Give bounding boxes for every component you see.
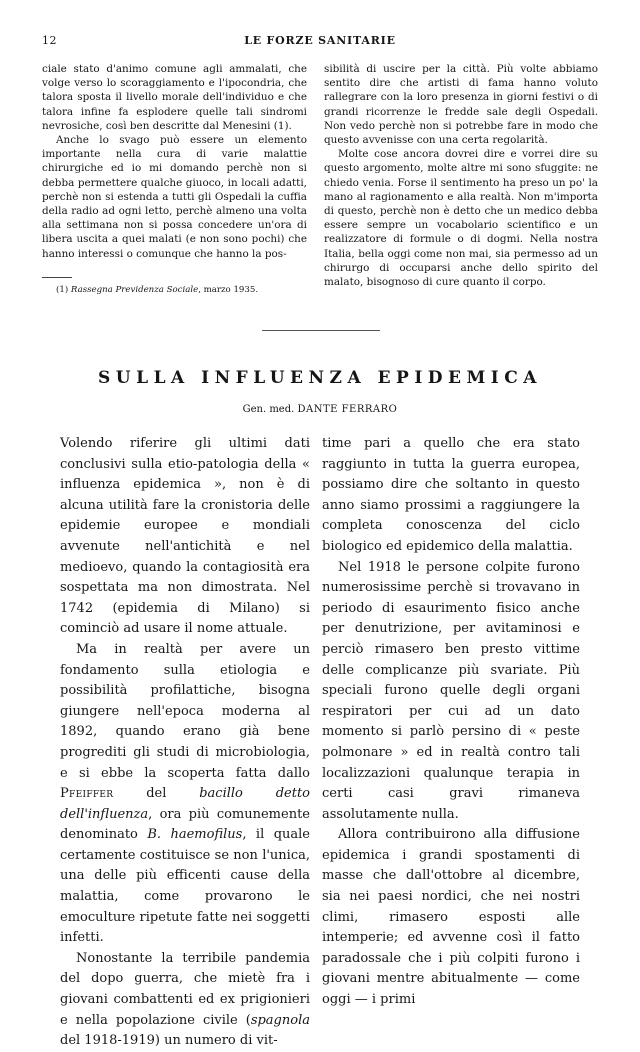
author-reference: Pfeiffer (60, 786, 114, 802)
running-header (42, 34, 598, 54)
paragraph: sibilità di uscire per la città. Più volte abbiamo sentito dire che artisti di fama hanno voluto rallegrare con la loro presenza in giorni festivi o di grandi ricorrenze le fredde sale degli Ospedali. Non vedo perchè non si potrebbe fare in modo che questo avvenisse con una certa regolarità. (324, 63, 598, 147)
footnote-marker: (1) (56, 284, 69, 295)
byline (0, 404, 640, 415)
page-number: 12 (42, 34, 57, 47)
italic-term: bacillo detto dell'influenza (60, 786, 311, 822)
italic-term: B. haemofilus (147, 827, 243, 843)
text-run: , il quale certamente costituisce se non l'unica, una delle più efficenti cause della malattia, come provarono le emoculture ripetute fatte nei soggetti infetti. (60, 827, 311, 946)
previous-article-left-column (42, 62, 307, 296)
article-right-column (322, 434, 580, 1011)
paragraph (60, 949, 310, 1052)
text-run: , ora più comunemente denominato (60, 806, 310, 843)
footnote-date: , marzo 1935. (198, 284, 259, 295)
paragraph: Allora contribuirono alla diffusione epidemica i grandi spostamenti di masse che dall'ottobre al dicembre, sia nei paesi nordici, che nei nostri climi, rimasero esposti alle intemperie; ed avvenne così il fatto paradossale che i più colpiti furono i giovani mentre abitualmente — come oggi — i primi (322, 827, 580, 1008)
paragraph: Volendo riferire gli ultimi dati conclusivi sulla etio-patologia della « influenza epidemica », non è di alcuna utilità fare la cronistoria delle epidemie europee e mondiali avvenute nell'antichità e nel medioevo, quando la contagiosità era sospettata ma non dimostrata. Nel 1742 (epidemia di Milano) si cominciò ad usare il nome attuale. (60, 436, 310, 637)
footnote-source: Rassegna Previdenza Sociale (70, 284, 199, 295)
text-run: del (113, 786, 200, 802)
article-title: SULLA INFLUENZA EPIDEMICA (98, 368, 542, 388)
footnote (42, 284, 307, 296)
paragraph: time pari a quello che era stato raggiunto in tutta la guerra europea, possiamo dire che soltanto in questo anno siamo prossimi a raggiungere la completa conoscenza del ciclo biologico ed epidemico della malattia. (322, 436, 580, 554)
text-run: Ma in realtà per avere un fondamento sulla etiologia e possibilità profilattiche, bisogna giungere nell'epoca moderna al 1892, quando erano già bene progrediti gli studi di microbiologia, e si ebbe la scoperta fatta dallo (60, 641, 310, 781)
text-run: del 1918-1919) un numero di vit- (60, 1033, 278, 1049)
paragraph: ciale stato d'animo comune agli ammalati, che volge verso lo scoraggiamento e l'ipocondria, che talora sposta il livello morale dell'individuo e che talora infine fa esplodere quelle tali sindromi nevrosiche, così ben descritte dal Menesini (1). (42, 63, 307, 132)
paragraph: Molte cose ancora dovrei dire e vorrei dire su questo argomento, molte altre mi sono sfuggite: ne chiedo venia. Forse il sentimento ha preso un po' la mano al ragionamento e alla realtà. Non m'importa di questo, perchè non è detto che un medico debba essere sempre un vocabolario scientifico e un realizzatore di formule o di dogmi. Nella nostra Italia, bella oggi come non mai, sia permesso ad un chirurgo di occuparsi anche dello spirito del malato, bisognoso di cure quanto il corpo. (324, 148, 598, 289)
paragraph: Nel 1918 le persone colpite furono numerosissime perchè si trovavano in periodo di esaurimento fisico anche per denutrizione, per avitaminosi e perciò rimasero ben presto vittime delle complicanze più svariate. Più speciali furono quelle degli organi respiratori per cui ad un dato momento si parlò persino di « peste polmonare » ed in realtà contro tali localizzazioni qualunque terapia in certi casi gravi rimaneva assolutamente nulla. (322, 559, 580, 822)
footnote-separator (42, 277, 72, 278)
journal-title: LE FORZE SANITARIE (244, 34, 396, 47)
paragraph: Anche lo svago può essere un elemento importante nella cura di varie malattie chirurgiche ed io mi domando perchè non si debba permettere qualche giuoco, in locali adatti, perchè non si estenda a tutti gli Ospedali la cuffia della radio ad ogni letto, perchè almeno una volta alla settimana non si possa concedere un'ora di libera uscita a quei malati (e non sono pochi) che hanno interessi o comunque che hanno la pos- (42, 134, 307, 260)
previous-article-continuation (42, 62, 598, 302)
author-name: DANTE FERRARO (297, 404, 398, 415)
previous-article-right-column (324, 62, 598, 289)
text-run: Nonostante la terribile pandemia del dopo guerra, che mietè fra i giovani combattenti ed ex prigionieri e nella popolazione civile ( (60, 950, 310, 1028)
paragraph (60, 640, 310, 949)
byline-role: Gen. med. (242, 404, 295, 415)
italic-term: spagnola (250, 1012, 310, 1028)
section-divider (262, 330, 380, 331)
article-left-column (60, 434, 310, 1052)
article-body (60, 434, 580, 1049)
